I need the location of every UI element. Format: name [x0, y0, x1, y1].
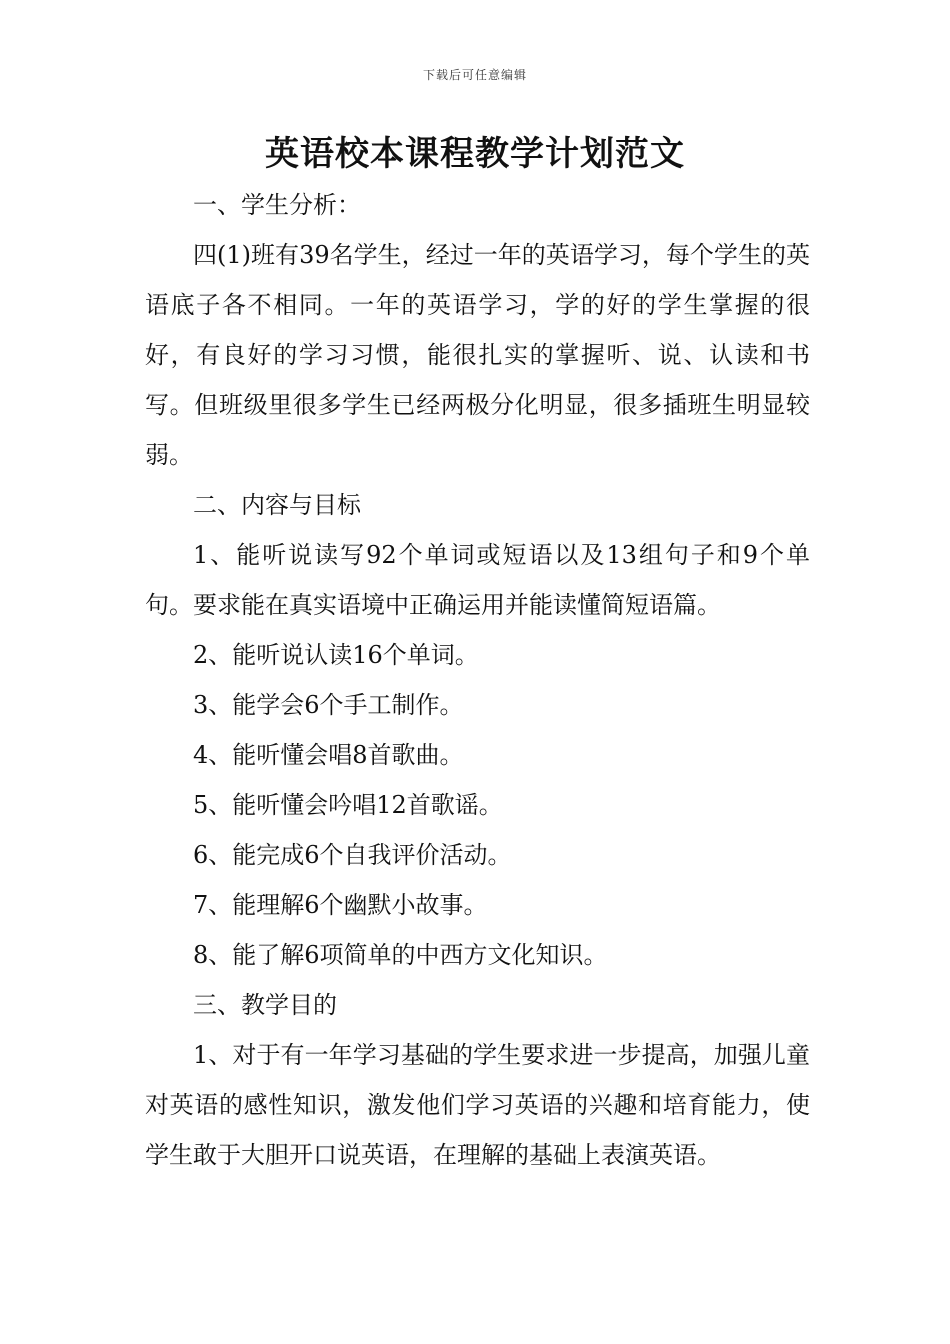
section-heading-teaching-purpose: 三、教学目的 — [193, 991, 337, 1019]
goal-item-3: 3、能学会6个手工制作。 — [193, 691, 464, 719]
goal-item-1: 1、能听说读写92个单词或短语以及13组句子和9个单句。要求能在真实语境中正确运用并能读懂简短语篇。 — [145, 541, 810, 619]
section-heading-content-goals: 二、内容与目标 — [193, 491, 361, 519]
document-body — [145, 180, 810, 1180]
goal-item-4: 4、能听懂会唱8首歌曲。 — [193, 741, 464, 769]
goal-item-7: 7、能理解6个幽默小故事。 — [193, 891, 488, 919]
document-title: 英语校本课程教学计划范文 — [265, 134, 685, 174]
paragraph-student-analysis: 四(1)班有39名学生，经过一年的英语学习，每个学生的英语底子各不相同。一年的英语学习，学的好的学生掌握的很好，有良好的学习习惯，能很扎实的掌握听、说、认读和书写。但班级里很多学生已经两极分化明显，很多插班生明显较弱。 — [145, 241, 810, 469]
purpose-item-1: 1、对于有一年学习基础的学生要求进一步提高，加强儿童对英语的感性知识，激发他们学习英语的兴趣和培育能力，使学生敢于大胆开口说英语，在理解的基础上表演英语。 — [145, 1041, 810, 1169]
goal-item-5: 5、能听懂会吟唱12首歌谣。 — [193, 791, 503, 819]
goal-item-8: 8、能了解6项简单的中西方文化知识。 — [193, 941, 608, 969]
goal-item-6: 6、能完成6个自我评价活动。 — [193, 841, 512, 869]
section-heading-student-analysis: 一、学生分析： — [193, 191, 361, 219]
goal-item-2: 2、能听说认读16个单词。 — [193, 641, 479, 669]
header-note: 下载后可任意编辑 — [422, 68, 527, 82]
